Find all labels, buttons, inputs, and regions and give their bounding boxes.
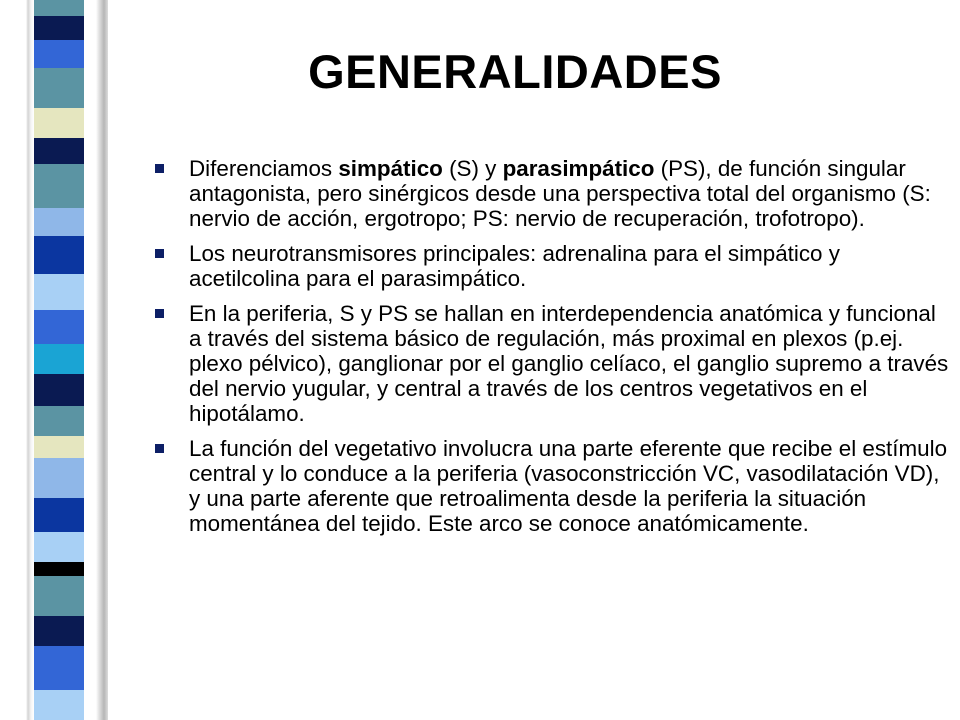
color-band [34,690,84,720]
decorative-sidebar [0,0,108,720]
color-band [34,138,84,164]
bullet-text [189,436,947,536]
text-segment: Los neurotransmisores principales: adrenalina para el simpático y acetilcolina para el parasimpático. [189,241,840,291]
color-band [34,498,84,532]
color-band [34,0,84,16]
decorative-color-bands [34,0,84,720]
color-band [34,16,84,40]
color-band [34,108,84,138]
color-band [34,576,84,616]
bullet-text [189,156,931,231]
slide-title: GENERALIDADES [308,45,722,98]
square-bullet-icon [155,249,164,258]
color-band [34,436,84,458]
square-bullet-icon [155,164,164,173]
text-segment: La función del vegetativo involucra una parte eferente que recibe el estímulo central y lo conduce a la periferia (vasoconstricción VC, vasodilatación VD), y una parte aferente que retroalimenta desde la periferia la situación momentánea del tejido. Este arco se conoce anatómicamente. [189,436,948,536]
bold-term: parasimpático [502,156,655,181]
bullet-item [152,436,952,536]
bullet-item [152,241,952,291]
text-segment: (S) y [442,156,503,181]
bullet-item [152,301,952,426]
color-band [34,344,84,374]
color-band [34,310,84,344]
color-band [34,532,84,562]
bullet-text [189,301,948,426]
color-band [34,68,84,108]
color-band [34,458,84,498]
color-band [34,274,84,310]
color-band [34,562,84,576]
color-band [34,616,84,646]
square-bullet-icon [155,309,164,318]
text-segment: En la periferia, S y PS se hallan en interdependencia anatómica y funcional a través del sistema básico de regulación, más proximal en plexos (p.ej. plexo pélvico), ganglionar por el ganglio celíaco, el ganglio supremo a través del nervio yugular, y central a través de los centros vegetativos en el hipotálamo. [189,301,949,426]
text-segment: (PS), de función singular antagonista, pero sinérgicos desde una perspectiva total del organismo (S: nervio de acción, ergotropo; PS: nervio de recuperación, trofotropo). [189,156,931,231]
color-band [34,40,84,68]
color-band [34,406,84,436]
square-bullet-icon [155,444,164,453]
color-band [34,646,84,690]
bold-term: simpático [338,156,443,181]
bullet-item [152,156,952,231]
bullet-list [152,156,952,546]
bullet-text [189,241,840,291]
color-band [34,208,84,236]
color-band [34,236,84,274]
color-band [34,374,84,406]
text-segment: Diferenciamos [189,156,339,181]
color-band [34,164,84,208]
